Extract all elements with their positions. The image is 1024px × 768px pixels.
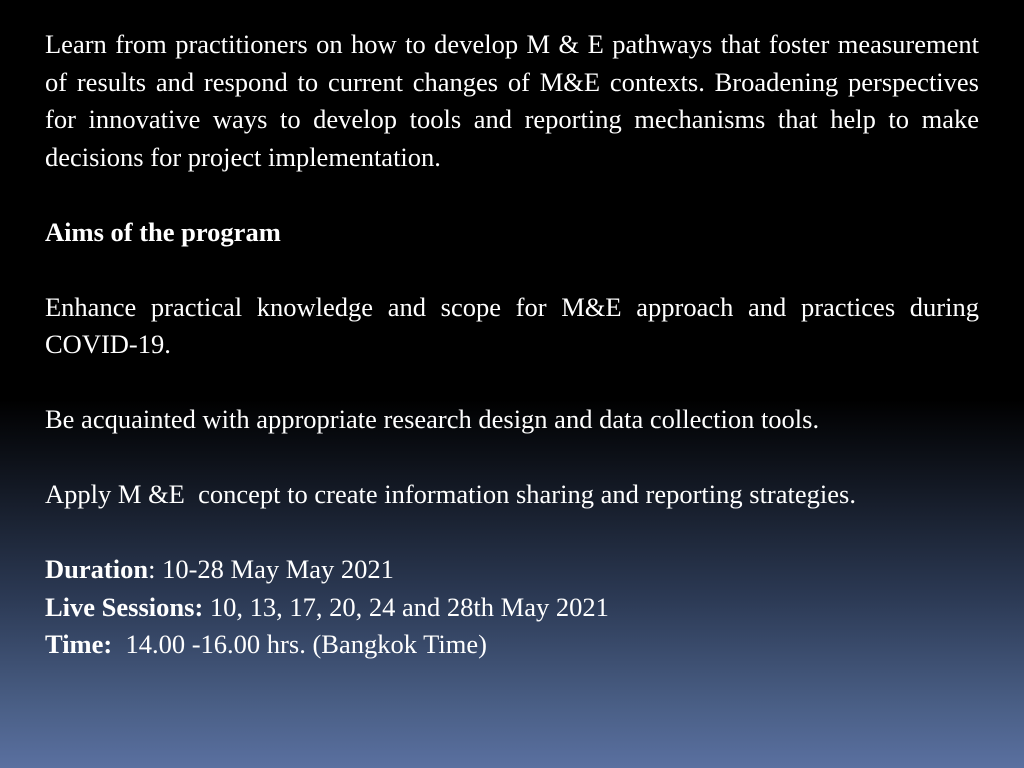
duration-value: : 10-28 May May 2021 (148, 554, 394, 584)
spacer (45, 364, 979, 402)
aim-item-2: Be acquainted with appropriate research design and data collection tools. (45, 404, 820, 434)
aim-item-1: Enhance practical knowledge and scope for M&E approach and practices during COVID-19. (45, 291, 979, 359)
spacer (45, 439, 979, 477)
spacer (45, 251, 979, 289)
spacer (45, 514, 979, 552)
duration-line (45, 551, 979, 589)
duration-label: Duration (45, 554, 149, 584)
slide-body (45, 26, 979, 664)
live-sessions-line (45, 589, 979, 627)
aim-item-3: Apply M &E concept to create information sharing and reporting strategies. (45, 479, 856, 509)
aims-heading: Aims of the program (45, 216, 281, 247)
intro-paragraph: Learn from practitioners on how to develop M & E pathways that foster measurement of results and respond to current changes of M&E contexts. Broadening perspectives for innovative ways to develop tools and reporting mechanisms that help to make decisions for project implementation. (45, 29, 979, 172)
time-value: 14.00 -16.00 hrs. (Bangkok Time) (112, 629, 487, 659)
time-line (45, 626, 979, 664)
live-sessions-value: 10, 13, 17, 20, 24 and 28th May 2021 (203, 591, 609, 622)
live-sessions-label: Live Sessions: (45, 591, 204, 622)
time-label: Time: (45, 629, 113, 659)
spacer (45, 176, 979, 214)
